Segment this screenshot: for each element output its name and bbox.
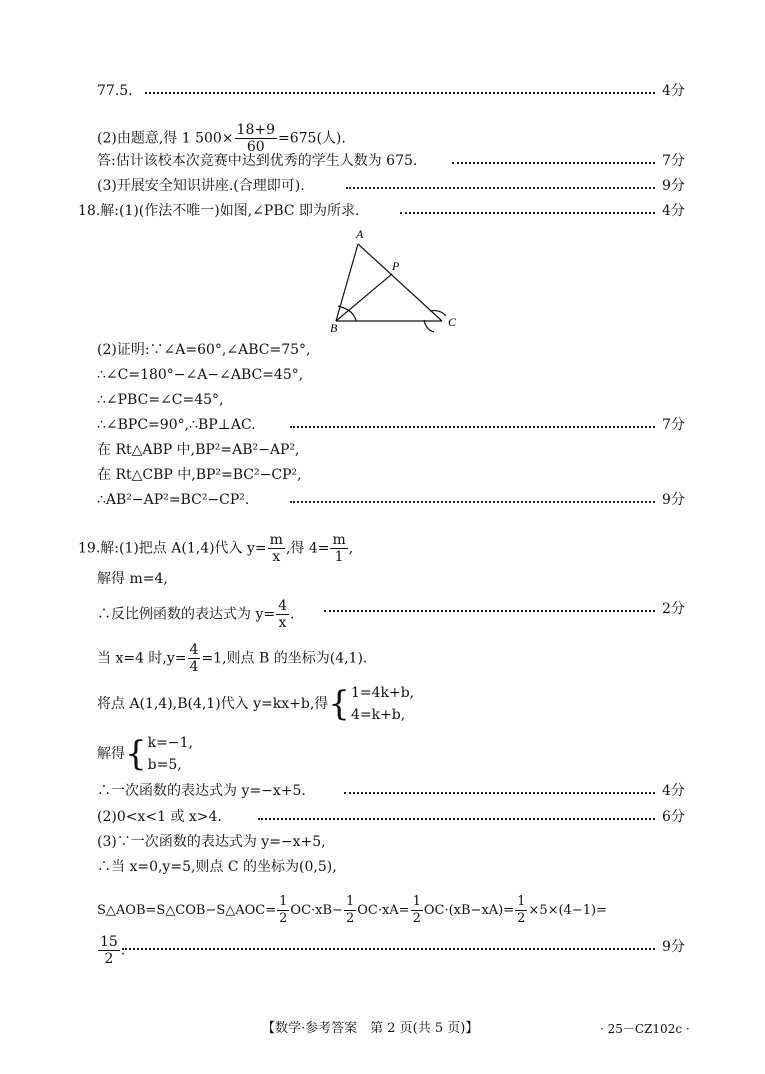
- brace: {: [328, 684, 350, 724]
- fraction-denominator: 2: [345, 911, 355, 926]
- answer-line: [0, 592, 765, 631]
- fraction-denominator: x: [272, 549, 281, 565]
- answer-text: ∴∠C=180°−∠A−∠ABC=45°,: [97, 367, 304, 383]
- leader-dots: [290, 501, 655, 503]
- answer-text: 解得 m=4,: [97, 571, 168, 587]
- leader-dots: [400, 212, 655, 214]
- answer-text: ∴∠BPC=90°,∴BP⊥AC.: [97, 417, 256, 433]
- score-label: 7分: [662, 153, 685, 169]
- arc-at-c: [430, 311, 446, 316]
- score-label: 2分: [662, 601, 685, 617]
- answer-line: [0, 526, 765, 565]
- answer-line: [0, 730, 765, 778]
- answer-line: [0, 806, 765, 828]
- fraction-numerator: 1: [412, 894, 421, 909]
- answer-text: [78, 532, 353, 565]
- text-segment: ,得 4=: [285, 540, 330, 557]
- score-label: 7分: [662, 417, 685, 433]
- fraction-numerator: m: [332, 532, 346, 548]
- fraction-denominator: 2: [517, 911, 526, 926]
- side-ac: [358, 244, 442, 321]
- answer-text: 在 Rt△CBP 中,BP²=BC²−CP²,: [97, 467, 302, 483]
- answer-line: [0, 888, 765, 924]
- answer-text: (2)0<x<1 或 x>4.: [97, 809, 222, 825]
- fraction-numerator: 15: [100, 934, 118, 950]
- equation: 1=4k+b,: [350, 685, 415, 701]
- answer-line: [0, 364, 765, 386]
- fraction-numerator: 1: [279, 894, 288, 909]
- text-segment: ×5×(4−1)=: [528, 903, 607, 918]
- answer-text: (3)开展安全知识讲座.(合理即可).: [97, 178, 305, 194]
- answer-text: (2)证明:∵∠A=60°,∠ABC=75°,: [97, 342, 311, 358]
- text-segment: ∴反比例函数的表达式为 y=: [97, 606, 276, 623]
- score-label: 9分: [662, 492, 685, 508]
- text-segment: 19.解:(1)把点 A(1,4)代入 y=: [78, 540, 267, 557]
- answer-text: [97, 642, 367, 675]
- answer-line: [0, 636, 765, 675]
- arc-at-b: [338, 306, 356, 321]
- answer-text: 答:估计该校本次竞赛中达到优秀的学生人数为 675.: [97, 153, 418, 169]
- fraction-denominator: 60: [246, 139, 265, 155]
- equation: 4=k+b,: [350, 707, 406, 723]
- answer-text: 18.解:(1)(作法不唯一)如图,∠PBC 即为所求.: [78, 203, 360, 219]
- leader-dots: [145, 92, 655, 94]
- answer-line: [0, 389, 765, 411]
- fraction-numerator: 18+9: [236, 122, 275, 138]
- text-segment: OC·(xB−xA)=: [423, 903, 515, 918]
- vertex-label-p: P: [392, 259, 400, 273]
- fraction: [276, 598, 289, 631]
- score-label: 9分: [662, 939, 685, 955]
- leader-dots: [324, 610, 655, 612]
- fraction-numerator: 1: [345, 894, 355, 909]
- score-label: 4分: [662, 83, 685, 99]
- fraction-denominator: 1: [334, 549, 344, 565]
- text-segment: (2)由题意,得 1 500×: [97, 130, 234, 147]
- leader-dots: [346, 187, 655, 189]
- answer-line: [0, 568, 765, 590]
- fraction: [515, 894, 527, 927]
- text-segment: =1,则点 B 的坐标为(4,1).: [201, 650, 368, 667]
- answer-line: [0, 464, 765, 486]
- answer-line: [0, 150, 765, 172]
- score-label: 4分: [662, 203, 685, 219]
- brace: {: [125, 734, 147, 774]
- fraction: [188, 642, 201, 675]
- text-segment: 当 x=4 时,y=: [97, 650, 187, 667]
- answer-line: [0, 116, 765, 155]
- fraction-denominator: 4: [189, 659, 199, 675]
- equation: b=5,: [147, 757, 182, 773]
- leader-dots: [122, 948, 655, 950]
- area-equation: [97, 894, 607, 927]
- answer-text: 77.5.: [97, 83, 133, 99]
- answer-text: [97, 934, 125, 967]
- answer-text: (3)∵一次函数的表达式为 y=−x+5,: [97, 834, 326, 850]
- answer-text: ∴当 x=0,y=5,则点 C 的坐标为(0,5),: [97, 859, 337, 875]
- segment-bp: [336, 274, 392, 321]
- footer-page-info: 【数学·参考答案 第 2 页(共 5 页)】: [262, 1021, 479, 1036]
- fraction-numerator: 1: [517, 894, 526, 909]
- text-segment: 将点 A(1,4),B(4,1)代入 y=kx+b,得: [97, 696, 329, 712]
- fraction-numerator: 4: [278, 598, 288, 614]
- answer-line: [0, 339, 765, 361]
- answer-text: ∴一次函数的表达式为 y=−x+5.: [97, 783, 306, 799]
- text-segment: ,: [348, 540, 354, 557]
- text-segment: =675(人).: [278, 130, 346, 147]
- answer-text: 在 Rt△ABP 中,BP²=AB²−AP²,: [97, 442, 300, 458]
- fraction: [411, 894, 423, 927]
- answer-line: [0, 831, 765, 853]
- answer-line: [0, 439, 765, 461]
- text-segment: OC·xA=: [357, 903, 410, 918]
- vertex-label-a: A: [356, 227, 364, 241]
- text-segment: S△AOB=S△COB−S△AOC=: [97, 903, 277, 918]
- fraction: [344, 894, 356, 927]
- leader-dots: [344, 792, 655, 794]
- answer-line: [0, 930, 765, 966]
- vertex-label-b: B: [330, 321, 338, 334]
- fraction-numerator: 4: [189, 642, 199, 658]
- fraction: [277, 894, 289, 927]
- text-segment: .: [290, 606, 295, 623]
- answer-line: [0, 780, 765, 802]
- answer-line: [0, 200, 765, 222]
- score-label: 4分: [662, 783, 685, 799]
- triangle-figure: [320, 222, 470, 334]
- fraction-numerator: m: [269, 532, 283, 548]
- page-footer: [0, 1018, 765, 1040]
- leader-dots: [290, 426, 655, 428]
- text-segment: .: [120, 942, 126, 959]
- answer-text: ∴AB²−AP²=BC²−CP².: [97, 492, 250, 508]
- fraction-denominator: 2: [279, 911, 288, 926]
- answer-text: [97, 598, 294, 631]
- text-segment: OC·xB−: [290, 903, 343, 918]
- leader-dots: [452, 162, 655, 164]
- fraction: [98, 934, 120, 967]
- score-label: 9分: [662, 178, 685, 194]
- answer-text: [97, 682, 414, 726]
- fraction-denominator: x: [278, 615, 287, 631]
- footer-code: · 25－CZ102c ·: [600, 1022, 690, 1036]
- leader-dots: [258, 818, 655, 820]
- equation-system: [148, 732, 193, 776]
- vertex-label-c: C: [448, 315, 457, 329]
- answer-text: ∴∠PBC=∠C=45°,: [97, 392, 224, 408]
- answer-line: [0, 856, 765, 878]
- answer-line: [0, 80, 765, 102]
- fraction: [268, 532, 285, 565]
- text-segment: 解得: [97, 746, 125, 762]
- answer-line: [0, 175, 765, 197]
- fraction-denominator: 2: [412, 911, 421, 926]
- fraction: [330, 532, 347, 565]
- answer-line: [0, 414, 765, 436]
- arc-at-c-lower: [424, 320, 434, 332]
- equation: k=−1,: [147, 735, 193, 751]
- fraction-denominator: 2: [104, 951, 114, 967]
- score-label: 6分: [662, 809, 685, 825]
- answer-line: [0, 489, 765, 511]
- equation-system: [351, 682, 414, 726]
- answer-text: [97, 732, 193, 776]
- answer-line: [0, 680, 765, 728]
